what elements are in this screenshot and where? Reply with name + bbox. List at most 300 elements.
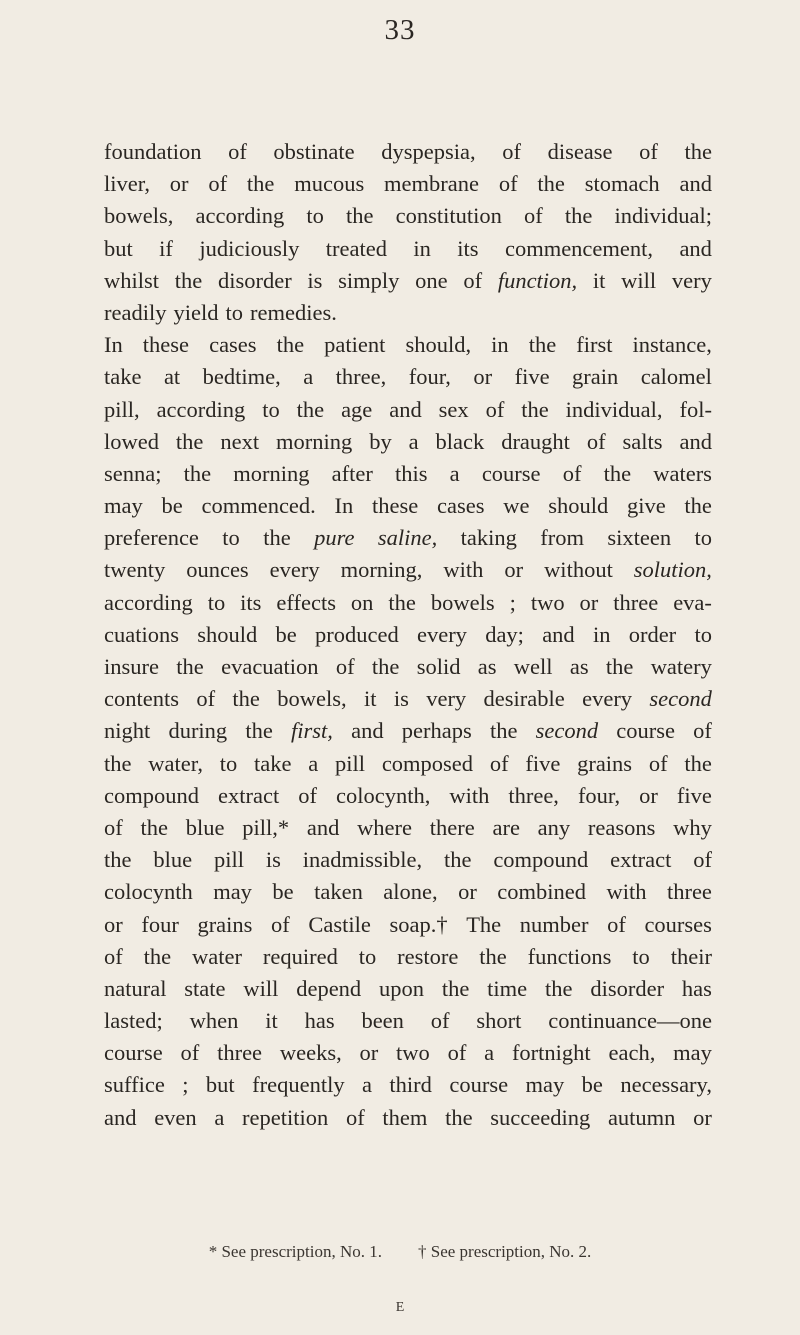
word: solution, xyxy=(633,557,712,583)
word: commenced. xyxy=(201,493,316,519)
word: may xyxy=(104,493,143,519)
word: senna; xyxy=(104,460,162,486)
word: of xyxy=(485,396,505,422)
word: or xyxy=(639,782,658,808)
word: five xyxy=(514,364,550,390)
word: these xyxy=(372,493,419,519)
word: number xyxy=(519,911,589,937)
word: is xyxy=(393,686,409,712)
word: to xyxy=(358,943,377,969)
word: the xyxy=(445,1104,473,1130)
word: or xyxy=(458,879,477,905)
word: and xyxy=(679,171,712,197)
word: alone, xyxy=(383,879,438,905)
word: it xyxy=(592,267,606,293)
word: the xyxy=(605,654,634,679)
word: commencement, xyxy=(504,235,654,261)
word: after xyxy=(331,460,373,486)
word: morning, xyxy=(340,557,423,583)
word: repetition xyxy=(242,1104,329,1130)
word: simply xyxy=(338,267,400,293)
word: the xyxy=(276,332,305,358)
word: even xyxy=(154,1104,197,1130)
word: pill xyxy=(213,847,244,873)
word: of xyxy=(586,428,606,454)
word: if xyxy=(159,235,173,261)
word: grain xyxy=(572,364,619,390)
word: fortnight xyxy=(511,1040,591,1066)
word: its xyxy=(240,589,262,615)
word: remedies. xyxy=(249,299,337,325)
text-line xyxy=(104,1102,712,1134)
word: the xyxy=(489,718,518,744)
word: obstinate xyxy=(273,139,355,164)
word: composed xyxy=(381,750,474,776)
word: two xyxy=(530,589,565,615)
word: produced xyxy=(315,621,399,647)
word: of xyxy=(335,654,355,679)
word: and xyxy=(104,1104,137,1130)
word: to xyxy=(222,525,240,551)
word: ; xyxy=(509,589,516,615)
word: three xyxy=(217,1040,263,1066)
word: succeeding xyxy=(490,1104,591,1130)
text-line xyxy=(104,651,712,683)
word: blue xyxy=(153,847,193,873)
word: to xyxy=(207,589,226,615)
word: are xyxy=(492,814,520,840)
text-line xyxy=(104,554,712,586)
word: a xyxy=(449,460,460,486)
word: the xyxy=(684,493,712,519)
word: solid xyxy=(416,654,461,679)
word: the xyxy=(371,654,400,679)
word: of xyxy=(607,911,626,937)
word: bowels, xyxy=(104,203,174,229)
word: or xyxy=(359,1040,379,1066)
word: by xyxy=(369,428,392,454)
word: constitution xyxy=(395,203,502,229)
word: order xyxy=(628,621,677,647)
word: every xyxy=(416,621,467,647)
word: a xyxy=(362,1072,372,1098)
word: course xyxy=(481,460,541,486)
word: individual; xyxy=(614,203,712,229)
text-line xyxy=(104,876,712,908)
word: colocynth xyxy=(104,879,193,905)
word: should xyxy=(197,621,258,647)
text-line xyxy=(104,297,712,329)
word: upon xyxy=(379,975,425,1001)
word: four, xyxy=(408,364,451,390)
word: very xyxy=(426,686,467,712)
word: as xyxy=(477,654,497,679)
word: extract xyxy=(218,782,280,808)
word: three, xyxy=(335,364,387,390)
word: the xyxy=(388,589,416,615)
word: the xyxy=(441,975,470,1001)
word: pure xyxy=(314,525,355,551)
word: stomach xyxy=(584,171,660,197)
word: any xyxy=(537,814,571,840)
word: from xyxy=(540,525,584,551)
word: to xyxy=(306,203,324,229)
word: natural xyxy=(104,975,167,1001)
word: of xyxy=(345,1104,365,1130)
word: and xyxy=(679,235,712,261)
word: one xyxy=(415,267,448,293)
word: a xyxy=(214,1104,225,1130)
word: bowels, xyxy=(277,686,347,712)
word: of xyxy=(523,203,543,229)
word: first xyxy=(576,332,613,358)
word: the xyxy=(245,718,273,744)
word: membrane xyxy=(384,171,479,197)
word: the xyxy=(537,171,565,197)
word: or xyxy=(579,589,599,615)
word: depend xyxy=(296,975,362,1001)
word: the xyxy=(104,750,132,776)
text-line xyxy=(104,941,712,973)
word: sex xyxy=(438,396,469,422)
word: course xyxy=(616,718,675,744)
word: The xyxy=(466,911,502,937)
word: these xyxy=(142,332,190,358)
page-number: 33 xyxy=(384,14,416,46)
word: of xyxy=(562,460,582,486)
signature-mark: E xyxy=(395,1300,405,1315)
text-line xyxy=(104,200,712,232)
word: of xyxy=(104,814,123,840)
word: the xyxy=(174,267,203,293)
word: desirable xyxy=(483,686,565,712)
word: course xyxy=(449,1072,509,1098)
word: of xyxy=(693,718,712,744)
text-line xyxy=(104,1037,712,1069)
word: may xyxy=(525,1072,565,1098)
word: ounces xyxy=(186,557,249,583)
word: function, xyxy=(497,267,578,293)
word: pill, xyxy=(104,396,140,422)
word: it xyxy=(265,1008,278,1034)
word: disorder xyxy=(590,975,665,1001)
word: a xyxy=(303,364,314,390)
word: during xyxy=(168,718,228,744)
word: morning xyxy=(276,428,353,454)
text-line xyxy=(104,361,712,393)
word: has xyxy=(681,975,712,1001)
word: the xyxy=(232,686,260,712)
word: of xyxy=(648,750,668,776)
text-line xyxy=(104,780,712,812)
word: frequently xyxy=(252,1072,345,1098)
footnote-1: * See prescription, No. 1. xyxy=(208,1242,382,1261)
word: individual, xyxy=(565,396,663,422)
word: to xyxy=(694,525,712,551)
text-line xyxy=(104,844,712,876)
text-line xyxy=(104,233,712,265)
word: them xyxy=(382,1104,428,1130)
word: should xyxy=(548,493,609,519)
word: of xyxy=(489,750,509,776)
word: will xyxy=(621,267,657,293)
word: the xyxy=(684,750,712,776)
word: of xyxy=(447,1040,467,1066)
word: salts xyxy=(622,428,663,454)
word: water xyxy=(192,943,242,969)
text-line xyxy=(104,458,712,490)
word: of xyxy=(180,1040,200,1066)
text-line xyxy=(104,329,712,361)
text-line xyxy=(104,265,712,297)
word: the xyxy=(443,847,472,873)
word: lasted; xyxy=(104,1008,163,1034)
word: according xyxy=(195,203,285,229)
word: pill xyxy=(335,750,366,776)
word: should, xyxy=(405,332,472,358)
word: age xyxy=(341,396,373,422)
word: bowels xyxy=(430,589,495,615)
word: its xyxy=(457,235,479,261)
word: we xyxy=(503,493,530,519)
word: preference xyxy=(104,525,199,551)
text-line xyxy=(104,426,712,458)
word: cases xyxy=(209,332,257,358)
word: the xyxy=(246,171,275,197)
word: compound xyxy=(493,847,589,873)
word: the xyxy=(183,460,212,486)
text-line xyxy=(104,1005,712,1037)
word: draught xyxy=(501,428,570,454)
word: their xyxy=(670,943,712,969)
word: soap.† xyxy=(389,911,448,937)
text-line xyxy=(104,136,712,168)
word: three, xyxy=(508,782,559,808)
word: two xyxy=(396,1040,430,1066)
word: waters xyxy=(653,460,712,486)
word: may xyxy=(673,1040,712,1066)
word: the xyxy=(176,654,204,679)
word: or xyxy=(504,557,524,583)
word: continuance—one xyxy=(548,1008,712,1034)
footnote-2: † See prescription, No. 2. xyxy=(418,1242,592,1261)
word: taking xyxy=(460,525,517,551)
word: of xyxy=(298,782,317,808)
word: why xyxy=(673,814,712,840)
word: take xyxy=(254,750,292,776)
word: three xyxy=(613,589,659,615)
word: or xyxy=(473,364,493,390)
word: on xyxy=(350,589,374,615)
word: is xyxy=(265,847,281,873)
word: and xyxy=(542,621,575,647)
word: yield xyxy=(173,299,219,325)
word: and xyxy=(679,428,712,454)
word: a xyxy=(408,428,419,454)
word: will xyxy=(243,975,279,1001)
word: in xyxy=(592,621,611,647)
word: well xyxy=(513,654,553,679)
word: first, xyxy=(291,718,333,744)
word: of xyxy=(693,847,712,873)
word: the xyxy=(104,847,132,873)
word: day; xyxy=(485,621,524,647)
word: a xyxy=(308,750,319,776)
word: the xyxy=(545,975,573,1001)
text-line xyxy=(104,490,712,522)
word: and xyxy=(351,718,384,744)
word: patient xyxy=(324,332,386,358)
word: watery xyxy=(650,654,712,679)
text-line xyxy=(104,522,712,554)
word: extract xyxy=(610,847,672,873)
word: sixteen xyxy=(607,525,672,551)
word: or xyxy=(104,911,123,937)
word: effects xyxy=(276,589,336,615)
word: suffice xyxy=(104,1072,165,1098)
text-line xyxy=(104,715,712,747)
word: ; xyxy=(182,1072,189,1098)
word: and xyxy=(389,396,422,422)
word: foundation xyxy=(104,139,202,164)
word: perhaps xyxy=(401,718,472,744)
word: short xyxy=(476,1008,522,1034)
word: next xyxy=(220,428,260,454)
word: every xyxy=(269,557,320,583)
text-line xyxy=(104,619,712,651)
word: has xyxy=(304,1008,335,1034)
word: compound xyxy=(104,782,199,808)
text-line xyxy=(104,1069,712,1101)
word: each, xyxy=(608,1040,656,1066)
word: cuations xyxy=(104,621,179,647)
word: of xyxy=(463,267,483,293)
word: the xyxy=(140,814,168,840)
word: but xyxy=(104,235,133,261)
word: morning xyxy=(233,460,310,486)
word: with xyxy=(449,782,490,808)
word: or xyxy=(693,1104,712,1130)
text-line xyxy=(104,168,712,200)
word: course xyxy=(104,1040,163,1066)
word: and xyxy=(306,814,340,840)
word: judiciously xyxy=(199,235,300,261)
word: of xyxy=(208,171,228,197)
word: grains xyxy=(197,911,253,937)
word: twenty xyxy=(104,557,166,583)
word: eva- xyxy=(673,589,712,615)
word: it xyxy=(363,686,377,712)
word: the xyxy=(345,203,374,229)
word: to xyxy=(262,396,280,422)
word: water, xyxy=(148,750,203,776)
word: there xyxy=(429,814,475,840)
word: instance, xyxy=(632,332,712,358)
word: whilst xyxy=(104,267,160,293)
word: be xyxy=(275,621,297,647)
word: the xyxy=(263,525,291,551)
word: every xyxy=(582,686,633,712)
word: take xyxy=(104,364,142,390)
word: the xyxy=(603,460,632,486)
word: with xyxy=(443,557,484,583)
word: of xyxy=(430,1008,450,1034)
word: reasons xyxy=(587,814,656,840)
word: or xyxy=(169,171,189,197)
word: to xyxy=(225,299,243,325)
word: is xyxy=(307,267,323,293)
word: weeks, xyxy=(279,1040,342,1066)
word: cases xyxy=(436,493,485,519)
word: bedtime, xyxy=(202,364,281,390)
word: be xyxy=(161,493,183,519)
word: grains xyxy=(577,750,633,776)
word: in xyxy=(491,332,509,358)
word: with xyxy=(606,879,647,905)
word: but xyxy=(205,1072,235,1098)
word: four xyxy=(141,911,179,937)
word: In xyxy=(334,493,354,519)
word: a xyxy=(484,1040,495,1066)
word: restore xyxy=(397,943,459,969)
text-line xyxy=(104,909,712,941)
word: combined xyxy=(497,879,587,905)
word: the xyxy=(521,396,549,422)
word: of xyxy=(228,139,247,164)
word: to xyxy=(219,750,238,776)
word: very xyxy=(671,267,712,293)
footnotes xyxy=(0,1242,800,1262)
word: the xyxy=(296,396,325,422)
word: inadmissible, xyxy=(302,847,423,873)
text-line xyxy=(104,683,712,715)
word: necessary, xyxy=(620,1072,712,1098)
word: In xyxy=(104,332,123,358)
word: the xyxy=(528,332,557,358)
word: at xyxy=(163,364,181,390)
word: give xyxy=(626,493,666,519)
word: third xyxy=(389,1072,432,1098)
word: according xyxy=(104,589,193,615)
word: lowed xyxy=(104,428,159,454)
word: dyspepsia, xyxy=(381,139,476,164)
word: be xyxy=(272,879,294,905)
word: readily xyxy=(104,299,167,325)
word: mucous xyxy=(294,171,365,197)
text-line xyxy=(104,812,712,844)
word: second xyxy=(649,686,712,712)
word: of xyxy=(196,686,216,712)
text-line xyxy=(104,748,712,780)
word: the xyxy=(684,139,712,164)
word: the xyxy=(564,203,593,229)
word: of xyxy=(104,943,123,969)
word: second xyxy=(535,718,599,744)
word: without xyxy=(544,557,613,583)
word: required xyxy=(262,943,338,969)
body-text xyxy=(104,136,712,1134)
word: autumn xyxy=(607,1104,676,1130)
text-line xyxy=(104,394,712,426)
word: black xyxy=(435,428,485,454)
word: four, xyxy=(577,782,621,808)
word: of xyxy=(271,911,290,937)
word: of xyxy=(498,171,518,197)
word: evacuation xyxy=(221,654,319,679)
word: night xyxy=(104,718,151,744)
word: to xyxy=(632,943,650,969)
word: treated xyxy=(325,235,387,261)
